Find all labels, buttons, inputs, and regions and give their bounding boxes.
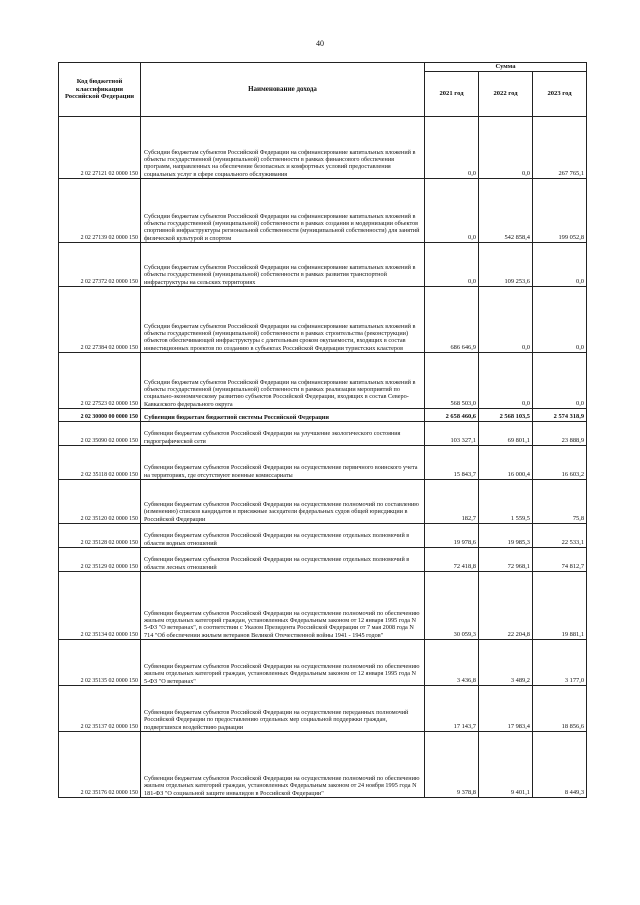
name-cell: Субвенции бюджетам субъектов Российской Федерации на осуществление полномочий по обеспечению жильем отдельных категорий граждан, установленных Федеральным законом от 12 января 1995 года N 5-ФЗ "О ветеранах", в соответствии с Указом Президента Российской Федерации от 7 мая 2008 года N 714 "Об обеспечении жильем ветеранов Великой Отечественной войны 1941 - 1945 годов" [141,572,425,640]
name-cell: Субсидии бюджетам субъектов Российской Федерации на софинансирование капитальных вложений в объекты государственной (муниципальной) собственности в рамках финансового обеспечения программ, направленных на обеспечение безопасных и комфортных условий предоставления социальных услуг в сфере социального обслуживания [141,117,425,179]
code-cell: 2 02 27121 02 0000 150 [59,117,141,179]
value-2023-cell: 22 533,1 [533,524,587,548]
value-2022-cell: 0,0 [479,117,533,179]
income-table [58,62,587,798]
table-row [59,287,587,353]
code-cell: 2 02 27372 02 0000 150 [59,243,141,287]
table-row [59,640,587,686]
value-2021-cell: 568 503,0 [425,353,479,409]
code-cell: 2 02 35120 02 0000 150 [59,480,141,524]
name-cell: Субсидии бюджетам субъектов Российской Федерации на софинансирование капитальных вложений в объекты государственной (муниципальной) собственности в рамках создания и модернизации объектов спортивной инфраструктуры региональной собственности (муниципальной собственности) для занятий физической культурой и спортом [141,179,425,243]
value-2021-cell: 17 143,7 [425,686,479,732]
code-cell: 2 02 30000 00 0000 150 [59,409,141,422]
table-row [59,422,587,446]
value-2022-cell: 22 204,8 [479,572,533,640]
code-cell: 2 02 35137 02 0000 150 [59,686,141,732]
value-2023-cell: 267 765,1 [533,117,587,179]
value-2021-cell: 72 418,8 [425,548,479,572]
value-2022-cell: 109 253,6 [479,243,533,287]
code-cell: 2 02 35129 02 0000 150 [59,548,141,572]
value-2022-cell: 0,0 [479,353,533,409]
value-2021-cell: 686 646,9 [425,287,479,353]
value-2022-cell: 1 559,5 [479,480,533,524]
table-row [59,732,587,798]
value-2021-cell: 3 436,8 [425,640,479,686]
value-2023-cell: 3 177,0 [533,640,587,686]
value-2022-cell: 2 568 103,5 [479,409,533,422]
code-cell: 2 02 27384 02 0000 150 [59,287,141,353]
value-2023-cell: 2 574 318,9 [533,409,587,422]
table-row [59,446,587,480]
name-cell: Субсидии бюджетам субъектов Российской Федерации на софинансирование капитальных вложений в объекты государственной (муниципальной) собственности в рамках строительства (реконструкции) объектов обеспечивающей инфраструктуры с длительным сроком окупаемости, входящих в состав инвестиционных проектов по созданию в субъектах Российской Федерации туристских кластеров [141,287,425,353]
value-2023-cell: 199 052,8 [533,179,587,243]
table-row [59,353,587,409]
value-2023-cell: 19 881,1 [533,572,587,640]
value-2023-cell: 23 888,9 [533,422,587,446]
value-2023-cell: 0,0 [533,243,587,287]
value-2023-cell: 16 603,2 [533,446,587,480]
name-cell: Субвенции бюджетам субъектов Российской Федерации на улучшение экологического состояния гидрографической сети [141,422,425,446]
value-2022-cell: 16 000,4 [479,446,533,480]
name-cell: Субвенции бюджетам бюджетной системы Российской Федерации [141,409,425,422]
header-code: Код бюджетной классификации Российской Федерации [59,63,141,117]
code-cell: 2 02 35135 02 0000 150 [59,640,141,686]
header-sum: Сумма [425,63,587,72]
table-row [59,179,587,243]
value-2022-cell: 72 968,1 [479,548,533,572]
name-cell: Субвенции бюджетам субъектов Российской Федерации на осуществление полномочий по обеспечению жильем отдельных категорий граждан, установленных Федеральным законом от 24 ноября 1995 года N 181-ФЗ "О социальной защите инвалидов в Российской Федерации" [141,732,425,798]
name-cell: Субсидии бюджетам субъектов Российской Федерации на софинансирование капитальных вложений в объекты государственной (муниципальной) собственности в рамках развития транспортной инфраструктуры на сельских территориях [141,243,425,287]
value-2021-cell: 182,7 [425,480,479,524]
name-cell: Субвенции бюджетам субъектов Российской Федерации на осуществление отдельных полномочий в области водных отношений [141,524,425,548]
value-2023-cell: 0,0 [533,353,587,409]
value-2022-cell: 3 489,2 [479,640,533,686]
value-2023-cell: 18 856,6 [533,686,587,732]
code-cell: 2 02 35118 02 0000 150 [59,446,141,480]
value-2021-cell: 0,0 [425,243,479,287]
value-2022-cell: 542 858,4 [479,179,533,243]
table-row [59,572,587,640]
value-2022-cell: 17 983,4 [479,686,533,732]
value-2023-cell: 0,0 [533,287,587,353]
value-2023-cell: 74 812,7 [533,548,587,572]
value-2021-cell: 19 978,6 [425,524,479,548]
name-cell: Субвенции бюджетам субъектов Российской Федерации на осуществление отдельных полномочий в области лесных отношений [141,548,425,572]
value-2023-cell: 75,8 [533,480,587,524]
name-cell: Субвенции бюджетам субъектов Российской Федерации на осуществление полномочий по обеспечению жильем отдельных категорий граждан, установленных Федеральным законом от 12 января 1995 года N 5-ФЗ "О ветеранах" [141,640,425,686]
name-cell: Субсидии бюджетам субъектов Российской Федерации на софинансирование капитальных вложений в объекты государственной (муниципальной) собственности в рамках реализации мероприятий по социально-экономическому развитию субъектов Российской Федерации, входящих в состав Северо-Кавказского федерального округа [141,353,425,409]
table-row [59,548,587,572]
value-2021-cell: 9 378,8 [425,732,479,798]
code-cell: 2 02 27139 02 0000 150 [59,179,141,243]
code-cell: 2 02 35134 02 0000 150 [59,572,141,640]
value-2023-cell: 8 449,3 [533,732,587,798]
code-cell: 2 02 27523 02 0000 150 [59,353,141,409]
name-cell: Субвенции бюджетам субъектов Российской Федерации на осуществление полномочий по составлению (изменению) списков кандидатов в присяжные заседатели федеральных судов общей юрисдикции в Российской Федерации [141,480,425,524]
name-cell: Субвенции бюджетам субъектов Российской Федерации на осуществление первичного воинского учета на территориях, где отсутствуют военные комиссариаты [141,446,425,480]
name-cell: Субвенции бюджетам субъектов Российской Федерации на осуществление переданных полномочий Российской Федерации по предоставлению отдельных мер социальной поддержки граждан, подвергшихся воздействию радиации [141,686,425,732]
code-cell: 2 02 35128 02 0000 150 [59,524,141,548]
header-year-2022: 2022 год [479,72,533,117]
table-row [59,243,587,287]
value-2021-cell: 0,0 [425,179,479,243]
value-2022-cell: 0,0 [479,287,533,353]
table-row [59,480,587,524]
table-row [59,524,587,548]
table-row [59,409,587,422]
value-2022-cell: 69 801,1 [479,422,533,446]
value-2021-cell: 103 327,1 [425,422,479,446]
table-row [59,686,587,732]
code-cell: 2 02 35176 02 0000 150 [59,732,141,798]
header-year-2021: 2021 год [425,72,479,117]
header-year-2023: 2023 год [533,72,587,117]
value-2021-cell: 15 843,7 [425,446,479,480]
value-2022-cell: 9 401,1 [479,732,533,798]
table-body [59,117,587,798]
value-2021-cell: 30 059,3 [425,572,479,640]
code-cell: 2 02 35090 02 0000 150 [59,422,141,446]
header-name: Наименование дохода [141,63,425,117]
table-row [59,117,587,179]
value-2021-cell: 0,0 [425,117,479,179]
page-number: 40 [316,39,324,48]
value-2021-cell: 2 658 460,6 [425,409,479,422]
value-2022-cell: 19 985,3 [479,524,533,548]
